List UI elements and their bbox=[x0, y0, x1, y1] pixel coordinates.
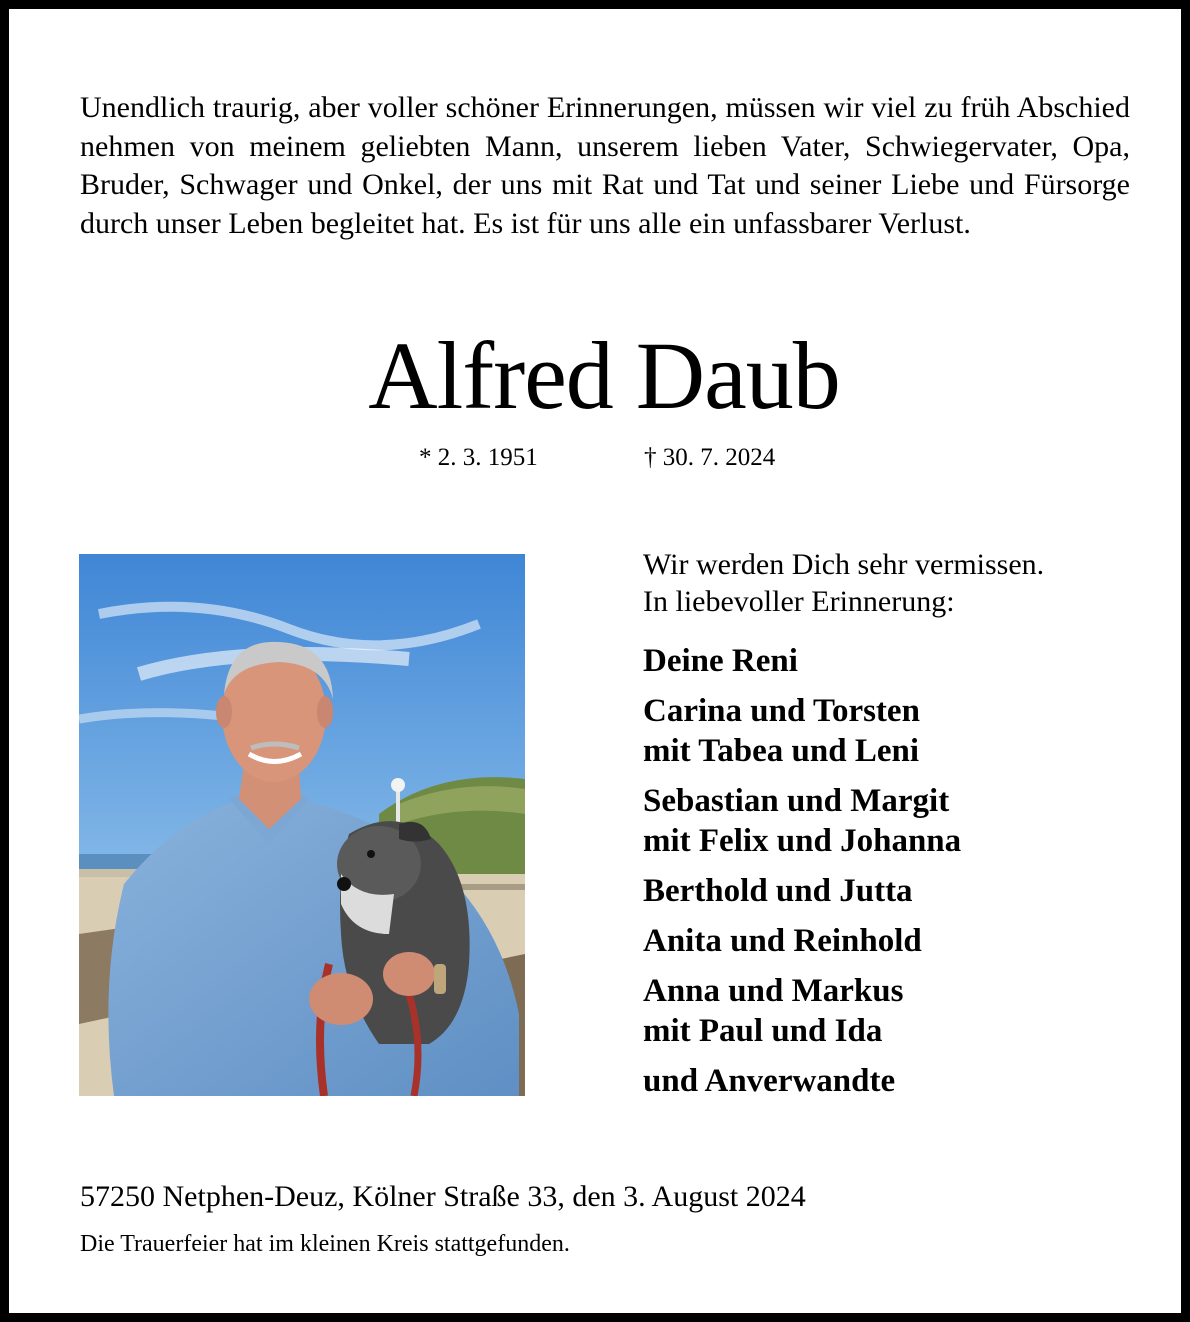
mourners-list bbox=[643, 641, 1163, 1111]
portrait-photo bbox=[79, 554, 525, 1096]
intro-text: Unendlich traurig, aber voller schöner Erinnerungen, müssen wir viel zu früh Abschied nehmen von meinem geliebten Mann, unserem lieben Vater, Schwiegervater, Opa, Bruder, Schwager und Onkel, der uns mit Rat und Tat und seiner Liebe und Fürsorge durch unser Leben begleitet hat. Es ist für uns alle ein unfassbarer Verlust. bbox=[80, 91, 1130, 240]
deceased-name: Alfred Daub bbox=[368, 322, 840, 429]
mourner-group bbox=[643, 781, 1163, 861]
death-date: † 30. 7. 2024 bbox=[644, 444, 776, 471]
mourner-line: Anita und Reinhold bbox=[643, 923, 922, 959]
mourner-group bbox=[643, 971, 1163, 1051]
mourner-line: mit Paul und Ida bbox=[643, 1013, 883, 1049]
mourner-group bbox=[643, 691, 1163, 771]
mourner-line: Anna und Markus bbox=[643, 973, 904, 1009]
mourner-line: Sebastian und Margit bbox=[643, 783, 950, 819]
tribute-line: Wir werden Dich sehr vermissen. bbox=[643, 548, 1045, 581]
mourner-line: mit Tabea und Leni bbox=[643, 733, 920, 769]
birth-date: * 2. 3. 1951 bbox=[419, 444, 538, 471]
mourner-line: Deine Reni bbox=[643, 643, 798, 679]
tribute-line: In liebevoller Erinnerung: bbox=[643, 585, 955, 618]
mourner-line: und Anverwandte bbox=[643, 1063, 896, 1099]
tribute-text bbox=[643, 546, 1143, 620]
mourner-line: Berthold und Jutta bbox=[643, 873, 913, 909]
mourner-line: Carina und Torsten bbox=[643, 693, 920, 729]
mourner-group bbox=[643, 1061, 1163, 1101]
address-line: 57250 Netphen-Deuz, Kölner Straße 33, den 3. August 2024 bbox=[80, 1180, 806, 1213]
mourner-group bbox=[643, 871, 1163, 911]
funeral-note: Die Trauerfeier hat im kleinen Kreis stattgefunden. bbox=[80, 1231, 570, 1257]
mourner-line: mit Felix und Johanna bbox=[643, 823, 962, 859]
mourner-group bbox=[643, 921, 1163, 961]
mourner-group bbox=[643, 641, 1163, 681]
